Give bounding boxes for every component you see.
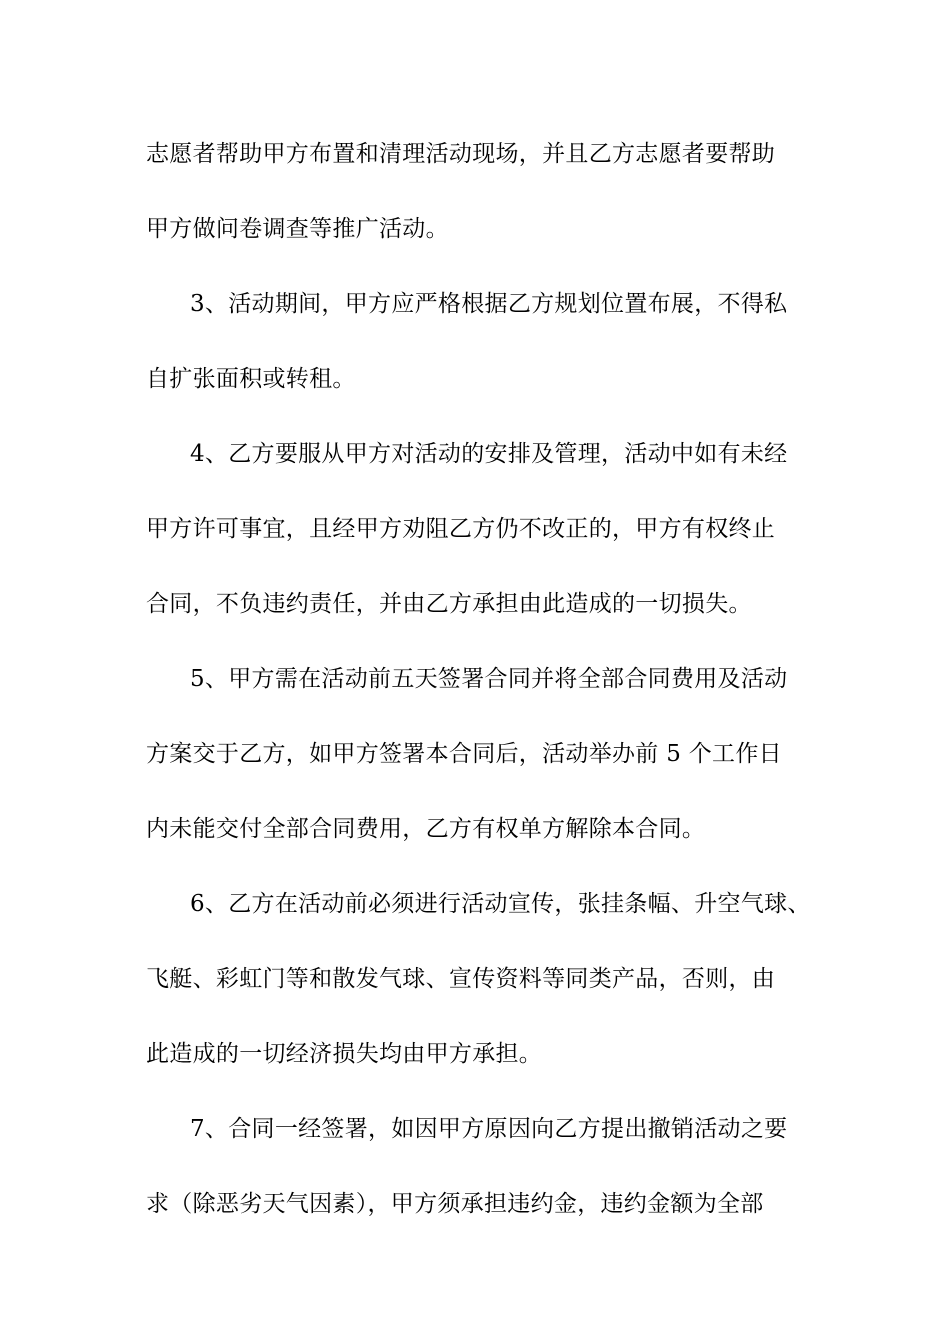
paragraph-line: 甲方许可事宜，且经甲方劝阻乙方仍不改正的，甲方有权终止	[146, 516, 776, 542]
paragraph-line: 4、乙方要服从甲方对活动的安排及管理，活动中如有未经	[190, 441, 788, 467]
paragraph-line: 7、合同一经签署，如因甲方原因向乙方提出撤销活动之要	[190, 1116, 788, 1142]
paragraph-line: 此造成的一切经济损失均由甲方承担。	[146, 1041, 543, 1067]
paragraph-line: 3、活动期间，甲方应严格根据乙方规划位置布展，不得私	[190, 291, 788, 317]
paragraph-line: 方案交于乙方，如甲方签署本合同后，活动举办前 5 个工作日	[146, 741, 782, 767]
paragraph-line: 甲方做问卷调查等推广活动。	[146, 216, 449, 242]
paragraph-line: 合同，不负违约责任，并由乙方承担由此造成的一切损失。	[146, 591, 752, 617]
paragraph-line: 飞艇、彩虹门等和散发气球、宣传资料等同类产品，否则，由	[146, 966, 776, 992]
paragraph-line: 志愿者帮助甲方布置和清理活动现场，并且乙方志愿者要帮助	[146, 141, 776, 167]
paragraph-line: 自扩张面积或转租。	[146, 366, 356, 392]
paragraph-line: 求（除恶劣天气因素），甲方须承担违约金，违约金额为全部	[146, 1191, 764, 1217]
paragraph-line: 内未能交付全部合同费用，乙方有权单方解除本合同。	[146, 816, 706, 842]
paragraph-line: 5、甲方需在活动前五天签署合同并将全部合同费用及活动	[190, 666, 788, 692]
paragraph-line: 6、乙方在活动前必须进行活动宣传，张挂条幅、升空气球、	[190, 891, 811, 917]
